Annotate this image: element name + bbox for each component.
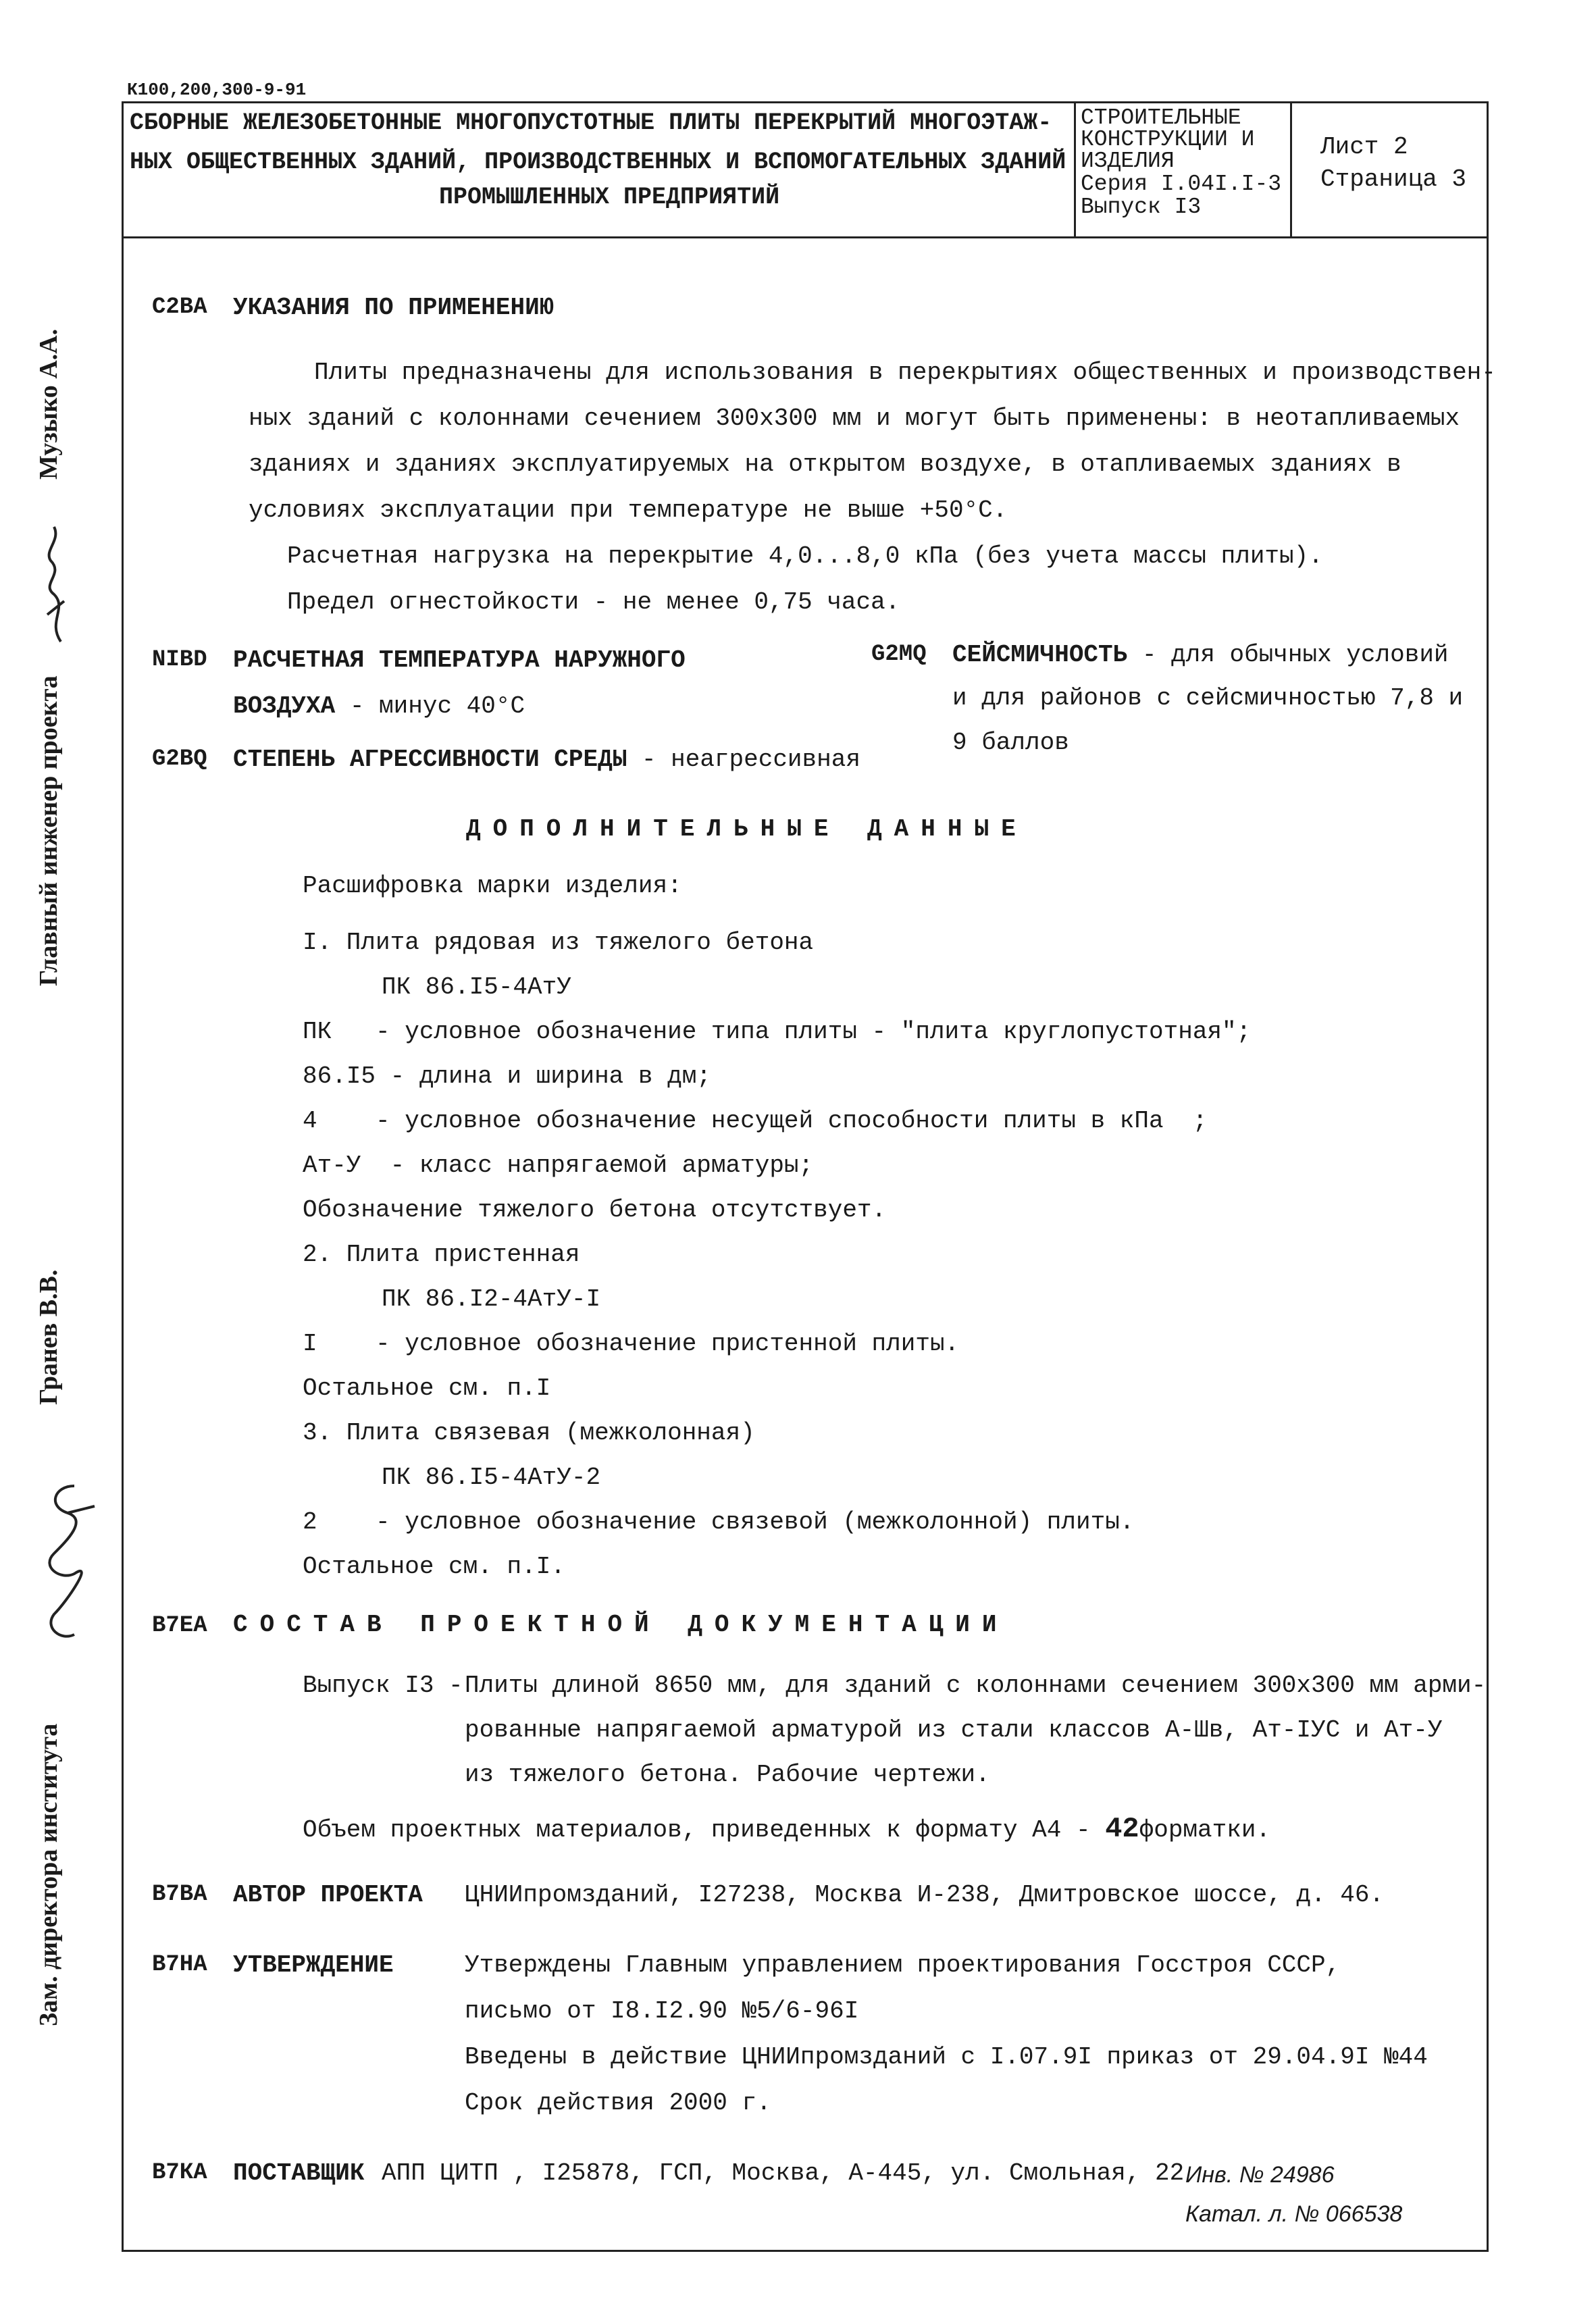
composition-code: В7ЕА: [152, 1613, 207, 1639]
header-divider: [122, 236, 1489, 238]
header-separator-1: [1074, 101, 1076, 236]
header-title-line-2: НЫХ ОБЩЕСТВЕННЫХ ЗДАНИЙ, ПРОИЗВОДСТВЕННЫХ И ВСПОМОГАТЕЛЬНЫХ ЗДАНИЙ: [130, 149, 1066, 176]
decode-line-11: Остальное см. п.I: [303, 1374, 551, 1402]
supplier-label: ПОСТАВЩИК: [233, 2159, 365, 2187]
usage-fire: Предел огнестойкости - не менее 0,75 часа.: [287, 588, 900, 616]
composition-issue-line-2: рованные напрягаемой арматурой из стали классов А-Шв, Ат-IУС и Ат-У: [465, 1716, 1443, 1744]
param-aggressiveness: СТЕПЕНЬ АГРЕССИВНОСТИ СРЕДЫ - неагрессивная: [233, 746, 860, 773]
supplier-text: АПП ЦИТП , I25878, ГСП, Москва, А-445, ул. Смольная, 22: [382, 2159, 1185, 2187]
header-series-line-5: Выпуск I3: [1081, 195, 1202, 220]
catalog-number: Катал. л. № 066538: [1185, 2201, 1403, 2227]
decode-line-3: ПК - условное обозначение типа плиты - "плита круглопустотная";: [303, 1018, 1252, 1046]
signature-chief: [34, 520, 74, 648]
composition-heading: СОСТАВ ПРОЕКТНОЙ ДОКУМЕНТАЦИИ: [233, 1611, 1009, 1639]
approval-code: В7НА: [152, 1952, 207, 1978]
param-code-aggr: G2BQ: [152, 746, 207, 772]
approval-line-4: Срок действия 2000 г.: [465, 2089, 771, 2117]
decode-line-5: 4 - условное обозначение несущей способности плиты в кПа ;: [303, 1107, 1208, 1135]
header-separator-2: [1290, 101, 1292, 236]
composition-issue-line-1: Плиты длиной 8650 мм, для зданий с колоннами сечением 300х300 мм арми-: [465, 1672, 1487, 1699]
decode-line-6: Ат-У - класс напрягаемой арматуры;: [303, 1152, 814, 1179]
approval-line-3: Введены в действие ЦНИИпромзданий с I.07.9I приказ от 29.04.9I №44: [465, 2043, 1428, 2071]
header-series-line-2: КОНСТРУКЦИИ И: [1081, 127, 1255, 152]
composition-issue-label: Выпуск I3 -: [303, 1672, 463, 1699]
usage-line-1: Плиты предназначены для использования в перекрытиях общественных и производствен-: [314, 359, 1496, 386]
param-code-temp: NIBD: [152, 647, 207, 673]
author-text: ЦНИИпромзданий, I27238, Москва И-238, Дмитровское шоссе, д. 46.: [465, 1881, 1385, 1909]
composition-issue-line-3: из тяжелого бетона. Рабочие чертежи.: [465, 1761, 990, 1789]
additional-heading: ДОПОЛНИТЕЛЬНЫЕ ДАННЫЕ: [466, 815, 1028, 843]
decode-line-8: 2. Плита пристенная: [303, 1241, 580, 1268]
param-temp-line-1: РАСЧЕТНАЯ ТЕМПЕРАТУРА НАРУЖНОГО: [233, 646, 686, 674]
param-seismic-line-3: 9 баллов: [952, 729, 1069, 756]
usage-line-3: зданиях и зданиях эксплуатируемых на открытом воздухе, в отапливаемых зданиях в: [249, 451, 1401, 478]
param-seismic-line-2: и для районов с сейсмичностью 7,8 и: [952, 684, 1464, 712]
inventory-number: Инв. № 24986: [1185, 2162, 1335, 2188]
author-code: В7ВА: [152, 1882, 207, 1907]
approval-label: УТВЕРЖДЕНИЕ: [233, 1951, 394, 1979]
decode-line-1: I. Плита рядовая из тяжелого бетона: [303, 929, 814, 956]
sheet-number: Лист 2: [1320, 133, 1408, 161]
param-seismic-line-1: СЕЙСМИЧНОСТЬ - для обычных условий: [952, 641, 1449, 669]
decode-line-7: Обозначение тяжелого бетона отсутствует.: [303, 1196, 887, 1224]
margin-chief-engineer: Главный инженер проекта: [34, 675, 63, 986]
param-code-seismic: G2MQ: [871, 642, 927, 667]
decode-line-12: 3. Плита связевая (межколонная): [303, 1419, 755, 1447]
composition-volume: Объем проектных материалов, приведенных к формату А4 - 42форматки.: [303, 1813, 1271, 1845]
header-series-line-3: ИЗДЕЛИЯ: [1081, 149, 1175, 174]
header-series-line-4: Серия I.04I.I-3: [1081, 172, 1282, 197]
approval-line-2: письмо от I8.I2.90 №5/6-96I: [465, 1997, 859, 2025]
author-label: АВТОР ПРОЕКТА: [233, 1881, 423, 1909]
header-series-line-1: СТРОИТЕЛЬНЫЕ: [1081, 105, 1241, 130]
document-code: К100,200,300-9-91: [127, 80, 307, 100]
header-title-line-1: СБОРНЫЕ ЖЕЛЕЗОБЕТОННЫЕ МНОГОПУСТОТНЫЕ ПЛИТЫ ПЕРЕКРЫТИЙ МНОГОЭТАЖ-: [130, 109, 1052, 136]
decode-line-14: 2 - условное обозначение связевой (межколонной) плиты.: [303, 1508, 1135, 1536]
param-temp-line-2: ВОЗДУХА - минус 40°С: [233, 692, 525, 720]
margin-deputy-director: Зам. директора института: [34, 1723, 63, 2026]
supplier-code: В7КА: [152, 2160, 207, 2186]
decode-line-15: Остальное см. п.I.: [303, 1553, 565, 1580]
signature-granev: [27, 1479, 101, 1648]
section-title-usage: УКАЗАНИЯ ПО ПРИМЕНЕНИЮ: [233, 294, 555, 322]
page-number: Страница 3: [1320, 165, 1467, 193]
margin-chief-name: Музыко А.А.: [34, 328, 63, 480]
section-code-usage: С2ВА: [152, 294, 207, 320]
decode-line-4: 86.I5 - длина и ширина в дм;: [303, 1062, 711, 1090]
decode-title: Расшифровка марки изделия:: [303, 872, 682, 900]
usage-load: Расчетная нагрузка на перекрытие 4,0...8,0 кПа (без учета массы плиты).: [287, 542, 1323, 570]
approval-line-1: Утверждены Главным управлением проектирования Госстроя СССР,: [465, 1951, 1341, 1979]
usage-line-2: ных зданий с колоннами сечением 300х300 мм и могут быть применены: в неотапливаемых: [249, 405, 1460, 432]
decode-line-13: ПК 86.I5-4АтУ-2: [382, 1464, 601, 1491]
usage-line-4: условиях эксплуатации при температуре не выше +50°С.: [249, 496, 1008, 524]
decode-line-9: ПК 86.I2-4АтУ-I: [382, 1285, 601, 1313]
decode-line-2: ПК 86.I5-4АтУ: [382, 973, 571, 1001]
margin-granev: Гранев В.В.: [34, 1269, 63, 1405]
decode-line-10: I - условное обозначение пристенной плиты.: [303, 1330, 960, 1358]
header-title-line-3: ПРОМЫШЛЕННЫХ ПРЕДПРИЯТИЙ: [439, 184, 780, 211]
